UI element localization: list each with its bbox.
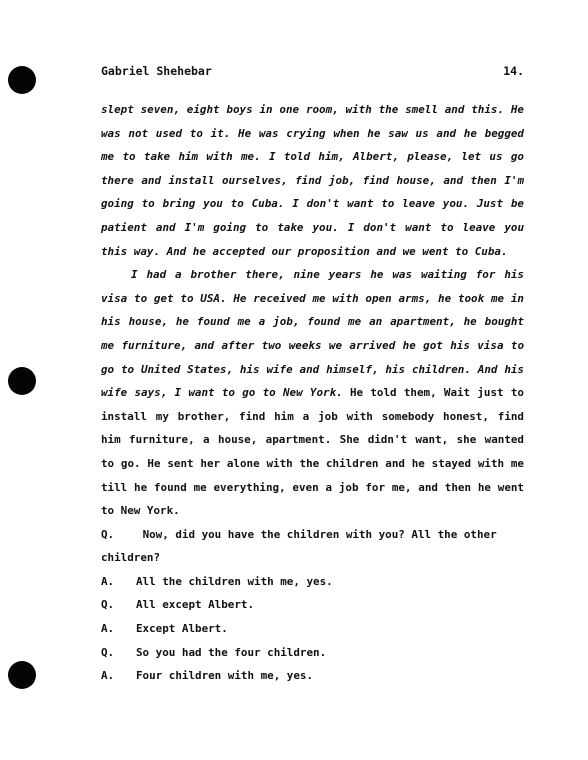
speaker-label: A. (101, 574, 115, 588)
dialogue-line (101, 641, 524, 665)
dialogue-text: All except Albert. (136, 598, 255, 612)
speaker-label: Q. (101, 598, 115, 612)
dialogue-line (101, 523, 524, 570)
dialogue-line (101, 593, 524, 617)
dialogue-text: So you had the four children. (136, 645, 327, 659)
paragraph-2-italic: I had a brother there, nine years he was waiting for his visa to get to USA. He received me with open arms, he took me in his house, he found me a job, found me an apartment, he bought me furniture, and after two weeks we arrived he got his visa to go to United States, his wife and himself, his children. And his wife says, I want to go to New York. (101, 268, 524, 400)
paragraph-2 (101, 263, 524, 523)
speaker-label: A. (101, 622, 115, 636)
dialogue-line (101, 617, 524, 641)
dialogue-text: Except Albert. (136, 622, 228, 636)
paragraph-2-upright: He told them, Wait just to install my brother, find him a job with somebody honest, find him furniture, a house, apartment. She didn't want, she wanted to go. He sent her alone with the children and he stayed with me till he found me everything, even a job for me, and then he went to New York. (101, 386, 524, 518)
speaker-label: Q. (101, 527, 115, 541)
interviewee-name: Gabriel Shehebar (101, 64, 212, 78)
transcript-body (101, 98, 524, 688)
dialogue-text: All the children with me, yes. (136, 574, 333, 588)
dialogue-text: Four children with me, yes. (136, 669, 314, 683)
dialogue-line (101, 664, 524, 688)
dialogue-line (101, 570, 524, 594)
binder-hole-bottom (8, 661, 36, 689)
paragraph-1: slept seven, eight boys in one room, with the smell and this. He was not used to it. He was crying when he saw us and he begged me to take him with me. I told him, Albert, please, let us go there and install ourselves, find job, find house, and then I'm going to bring you to Cuba. I don't want to leave you. Just be patient and I'm going to take you. I don't want to leave you this way. And he accepted our proposition and we went to Cuba. (101, 103, 524, 258)
binder-hole-middle (8, 367, 36, 395)
page-header (101, 64, 524, 78)
dialogue-text: Now, did you have the children with you? All the other children? (101, 527, 497, 565)
speaker-label: Q. (101, 645, 115, 659)
binder-hole-top (8, 66, 36, 94)
page-number: 14. (503, 64, 524, 78)
speaker-label: A. (101, 669, 115, 683)
